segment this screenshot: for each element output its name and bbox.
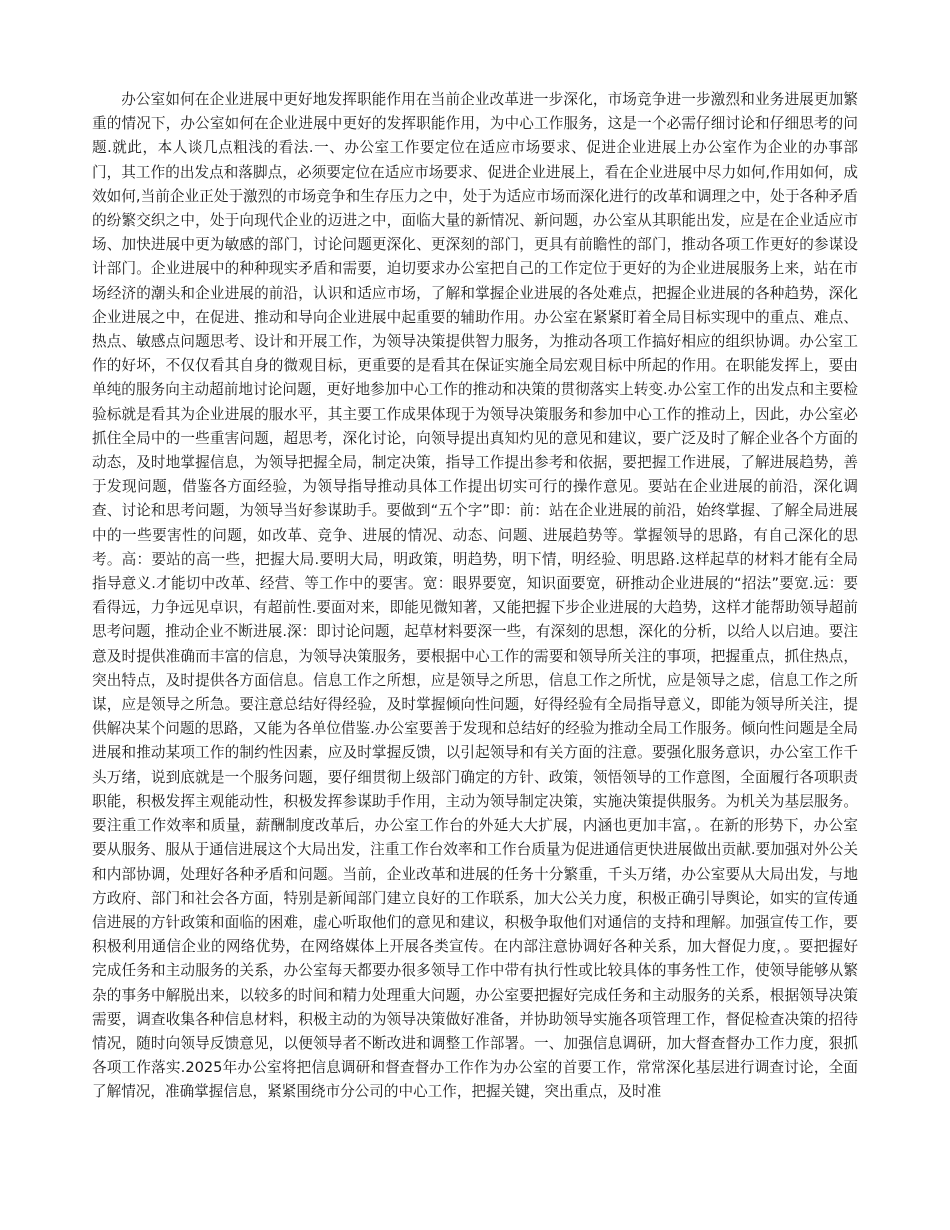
document-body-paragraph: 办公室如何在企业进展中更好地发挥职能作用在当前企业改革进一步深化，市场竞争进一步激烈和业务进展更加繁重的情况下，办公室如何在企业进展中更好的发挥职能作用，为中心工作服务，这是一个必需仔细讨论和仔细思考的问题.就此，本人谈几点粗浅的看法.一、办公室工作要定位在适应市场要求、促进企业进展上办公室作为企业的办事部门，其工作的出发点和落脚点，必须要定位在适应市场要求、促进企业进展上，看在企业进展中尽力如何,作用如何，成效如何,当前企业正处于激烈的市场竞争和生存压力之中，处于为适应市场而深化进行的改革和调理之中，处于各种矛盾的纷繁交织之中，处于向现代企业的迈进之中，面临大量的新情况、新问题，办公室从其职能出发，应是在企业适应市场、加快进展中更为敏感的部门，讨论问题更深化、更深刻的部门，更具有前瞻性的部门，推动各项工作更好的参谋设计部门。企业进展中的种种现实矛盾和需要，迫切要求办公室把自己的工作定位于更好的为企业进展服务上来，站在市场经济的潮头和企业进展的前沿，认识和适应市场，了解和掌握企业进展的各处难点，把握企业进展的各种趋势，深化企业进展之中，在促进、推动和导向企业进展中起重要的辅助作用。办公室在紧紧盯着全局目标实现中的重点、难点、热点、敏感点问题思考、设计和开展工作，为领导决策提供智力服务，为推动各项工作搞好相应的组织协调。办公室工作的好坏，不仅仅看其自身的微观目标，更重要的是看其在保证实施全局宏观目标中所起的作用。在职能发挥上，要由单纯的服务向主动超前地讨论问题，更好地参加中心工作的推动和决策的贯彻落实上转变.办公室工作的出发点和主要检验标就是看其为企业进展的服水平，其主要工作成果体现于为领导决策服务和参加中心工作的推动上，因此，办公室必抓住全局中的一些重害问题，超思考，深化讨论，向领导提出真知灼见的意见和建议，要广泛及时了解企业各个方面的动态，及时地掌握信息，为领导把握全局，制定决策，指导工作提出参考和依据，要把握工作进展，了解进展趋势，善于发现问题，借鉴各方面经验，为领导指导推动具体工作提出切实可行的操作意见。要站在企业进展的前沿，深化调查、讨论和思考问题，为领导当好参谋助手。要做到“五个字”即：前：站在企业进展的前沿，始终掌握、了解全局进展中的一些要害性的问题，如改革、竞争、进展的情况、动态、问题、进展趋势等。掌握领导的思路，有自己深化的思考。高：要站的高一些，把握大局.要明大局，明政策，明趋势，明下情，明经验、明思路.这样起草的材料才能有全局指导意义.才能切中改革、经营、等工作中的要害。宽：眼界要宽，知识面要宽，研推动企业进展的“招法”要宽.远：要看得远，力争远见卓识，有超前性.要面对来，即能见微知著，又能把握下步企业进展的大趋势，这样才能帮助领导超前思考问题，推动企业不断进展.深：即讨论问题，起草材料要深一些，有深刻的思想，深化的分析，以给人以启迪。要注意及时提供准确而丰富的信息，为领导决策服务，要根据中心工作的需要和领导所关注的事项，把握重点，抓住热点，突出特点，及时提供各方面信息。信息工作之所想，应是领导之所思，信息工作之所忧，应是领导之虑，信息工作之所谋，应是领导之所急。要注意总结好得经验，及时掌握倾向性问题，好得经验有全局指导意义，即能为领导所关注，提供解决某个问题的思路，又能为各单位借鉴.办公室要善于发现和总结好的经验为推动全局工作服务。倾向性问题是全局进展和推动某项工作的制约性因素，应及时掌握反馈，以引起领导和有关方面的注意。要强化服务意识，办公室工作千头万绪，说到底就是一个服务问题，要仔细贯彻上级部门确定的方针、政策，领悟领导的工作意图，全面履行各项职责职能，积极发挥主观能动性，积极发挥参谋助手作用，主动为领导制定决策，实施决策提供服务。为机关为基层服务。要注重工作效率和质量，薪酬制度改革后，办公室工作台的外延大大扩展，内涵也更加丰富，。在新的形势下，办公室要从服务、服从于通信进展这个大局出发，注重工作台效率和工作台质量为促进通信更快进展做出贡献.要加强对外公关和内部协调，处理好各种矛盾和问题。当前，企业改革和进展的任务十分繁重，千头万绪，办公室要从大局出发，与地方政府、部门和社会各方面，特别是新闻部门建立良好的工作联系，加大公关力度，积极正确引导舆论，如实的宣传通信进展的方针政策和面临的困难，虚心听取他们的意见和建议，积极争取他们对通信的支持和理解。加强宣传工作，要积极利用通信企业的网络优势，在网络媒体上开展各类宣传。在内部注意协调好各种关系，加大督促力度，。要把握好完成任务和主动服务的关系，办公室每天都要办很多领导工作中带有执行性或比较具体的事务性工作，使领导能够从繁杂的事务中解脱出来，以较多的时间和精力处理重大问题，办公室要把握好完成任务和主动服务的关系，根据领导决策需要，调查收集各种信息材料，积极主动的为领导决策做好准备，并协助领导实施各项管理工作，督促检查决策的招待情况，随时向领导反馈意见，以便领导者不断改进和调整工作部署。一、加强信息调研，加大督查督办工作力度，狠抓各项工作落实.2025年办公室将把信息调研和督查督办工作作为办公室的首要工作，常常深化基层进行调查讨论，全面了解情况，准确掌握信息，紧紧围绕市分公司的中心工作，把握关键，突出重点，及时准 bbox=[92, 91, 858, 1101]
